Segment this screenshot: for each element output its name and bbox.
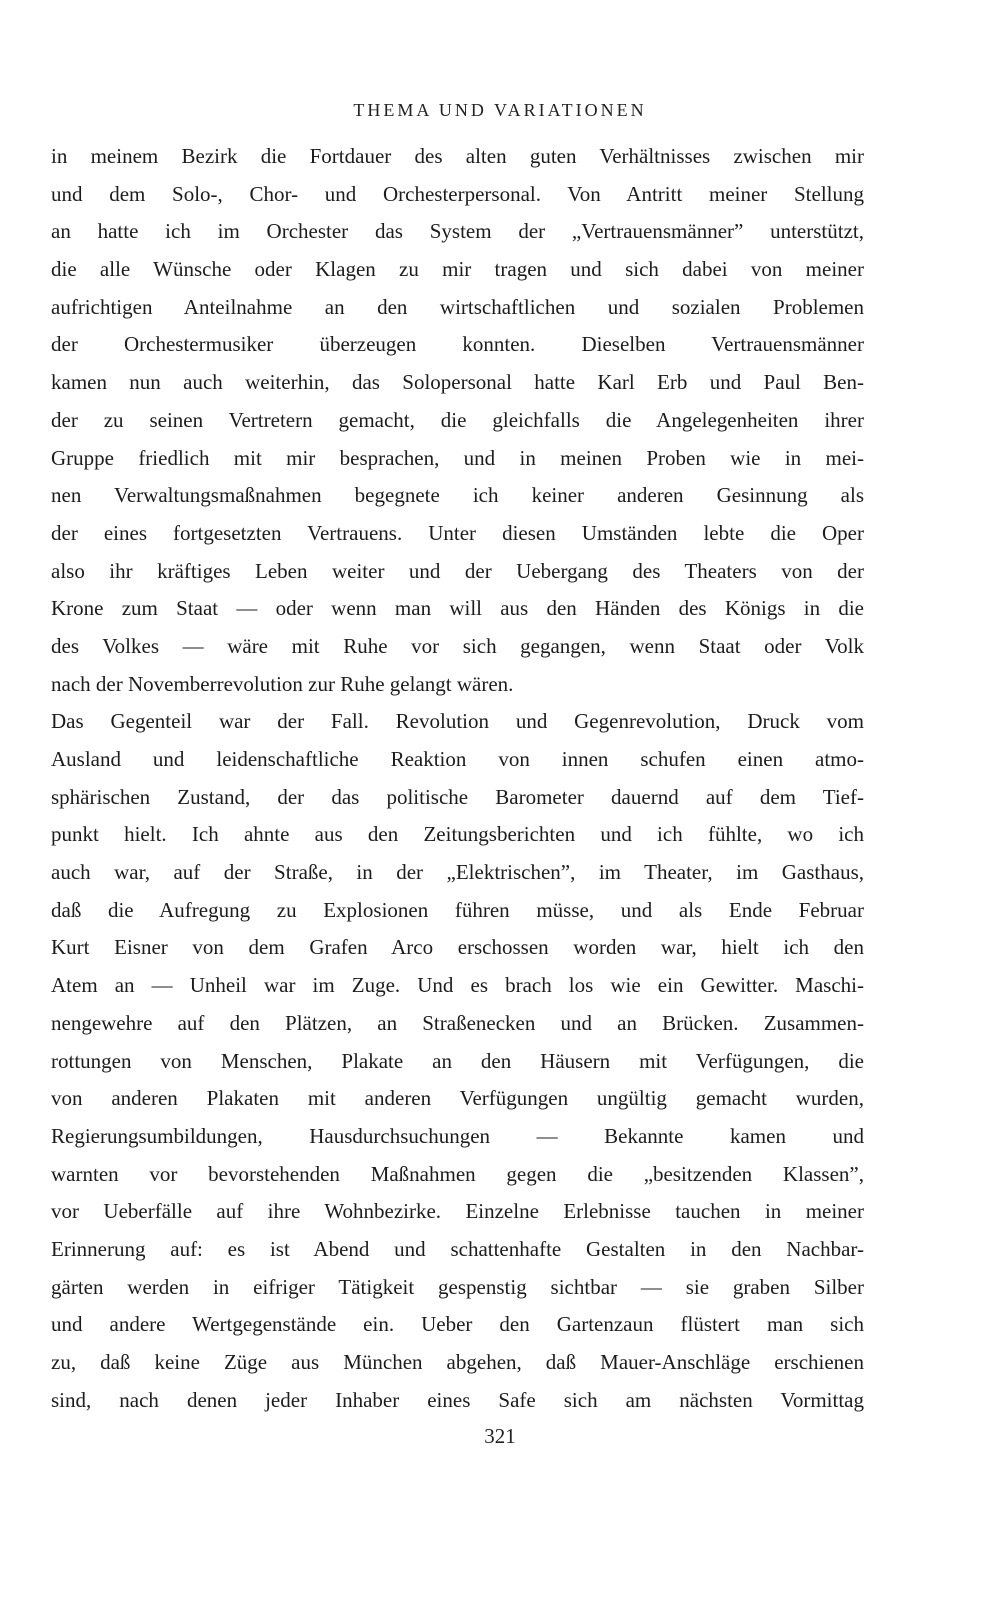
text-line: sind, nach denen jeder Inhaber eines Safe sich am nächsten Vormittag <box>51 1387 864 1412</box>
text-line: in meinem Bezirk die Fortdauer des alten guten Verhältnisses zwischen mir <box>51 144 864 168</box>
text-line: vor Ueberfälle auf ihre Wohnbezirke. Einzelne Erlebnisse tauchen in meiner <box>51 1199 864 1224</box>
text-line: Atem an — Unheil war im Zuge. Und es brach los wie ein Gewitter. Maschi- <box>51 973 864 998</box>
text-line: von anderen Plakaten mit anderen Verfügungen ungültig gemacht wurden, <box>51 1086 864 1111</box>
text-line: daß die Aufregung zu Explosionen führen müsse, und als Ende Februar <box>51 897 864 922</box>
text-line: nengewehre auf den Plätzen, an Straßenecken und an Brücken. Zusammen- <box>51 1010 864 1035</box>
text-line: nach der Novemberrevolution zur Ruhe gelangt wären. <box>51 671 514 696</box>
text-line: Erinnerung auf: es ist Abend und schattenhafte Gestalten in den Nachbar- <box>51 1236 864 1261</box>
text-line: der eines fortgesetzten Vertrauens. Unter diesen Umständen lebte die Oper <box>51 520 864 545</box>
text-line: kamen nun auch weiterhin, das Solopersonal hatte Karl Erb und Paul Ben- <box>51 370 864 395</box>
text-line: Krone zum Staat — oder wenn man will aus den Händen des Königs in die <box>51 596 864 621</box>
text-line: und andere Wertgegenstände ein. Ueber den Gartenzaun flüstert man sich <box>51 1312 864 1337</box>
text-line: und dem Solo-, Chor- und Orchesterpersonal. Von Antritt meiner Stellung <box>51 181 864 206</box>
text-line: rottungen von Menschen, Plakate an den Häusern mit Verfügungen, die <box>51 1048 864 1073</box>
text-line: Kurt Eisner von dem Grafen Arco erschossen worden war, hielt ich den <box>51 935 864 960</box>
body-text <box>51 138 864 1419</box>
text-line: warnten vor bevorstehenden Maßnahmen gegen die „besitzenden Klassen”, <box>51 1161 864 1186</box>
text-line: sphärischen Zustand, der das politische Barometer dauernd auf dem Tief- <box>51 784 864 809</box>
text-line: die alle Wünsche oder Klagen zu mir tragen und sich dabei von meiner <box>51 257 864 282</box>
text-line: der zu seinen Vertretern gemacht, die gleichfalls die Angelegenheiten ihrer <box>51 407 864 432</box>
text-line: auch war, auf der Straße, in der „Elektrischen”, im Theater, im Gasthaus, <box>51 860 864 885</box>
text-line: nen Verwaltungsmaßnahmen begegnete ich keiner anderen Gesinnung als <box>51 483 864 508</box>
running-head: THEMA UND VARIATIONEN <box>353 100 647 120</box>
text-line: Regierungsumbildungen, Hausdurchsuchungen — Bekannte kamen und <box>51 1123 864 1148</box>
text-line: gärten werden in eifriger Tätigkeit gespenstig sichtbar — sie graben Silber <box>51 1274 864 1299</box>
text-line: aufrichtigen Anteilnahme an den wirtschaftlichen und sozialen Problemen <box>51 294 864 319</box>
text-line: Das Gegenteil war der Fall. Revolution und Gegenrevolution, Druck vom <box>51 709 864 734</box>
text-line: also ihr kräftiges Leben weiter und der Uebergang des Theaters von der <box>51 558 864 583</box>
page-number: 321 <box>484 1424 516 1448</box>
text-line: punkt hielt. Ich ahnte aus den Zeitungsberichten und ich fühlte, wo ich <box>51 822 864 847</box>
paragraph <box>51 703 864 1419</box>
paragraph <box>51 138 864 703</box>
text-line: Gruppe friedlich mit mir besprachen, und in meinen Proben wie in mei- <box>51 445 864 470</box>
text-line: der Orchestermusiker überzeugen konnten. Dieselben Vertrauensmänner <box>51 332 864 357</box>
text-line: des Volkes — wäre mit Ruhe vor sich gegangen, wenn Staat oder Volk <box>51 633 864 658</box>
text-line: zu, daß keine Züge aus München abgehen, daß Mauer-Anschläge erschienen <box>51 1350 864 1374</box>
text-line: Ausland und leidenschaftliche Reaktion von innen schufen einen atmo- <box>51 747 864 771</box>
text-line: an hatte ich im Orchester das System der „Vertrauensmänner” unterstützt, <box>51 219 864 244</box>
